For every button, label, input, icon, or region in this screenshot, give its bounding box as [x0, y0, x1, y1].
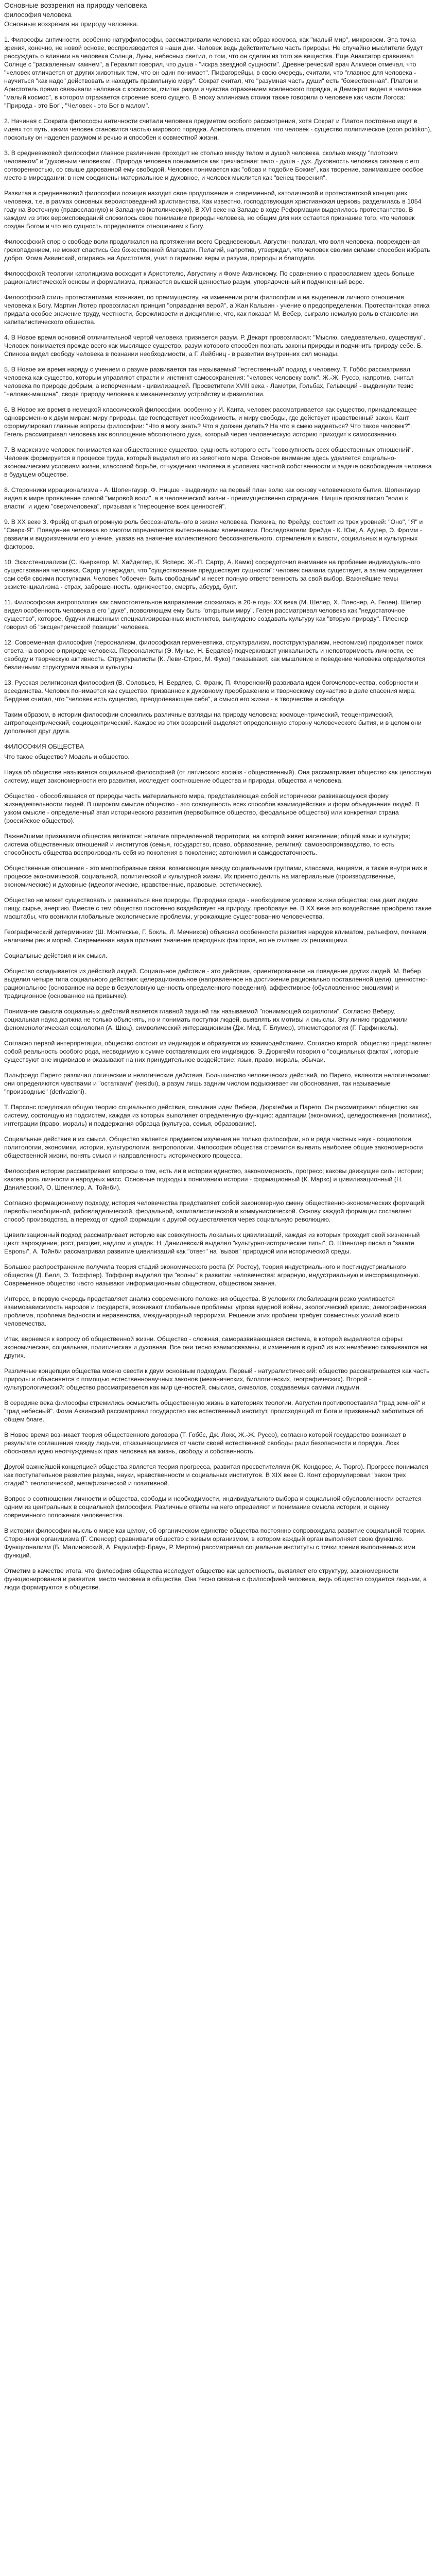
- article-paragraph: В истории философии мысль о мире как целом, об органическом единстве общества постоянно сопровождала развитие социальной теории. Сторонники органицизма (Г. Спенсер) сравнивали общество с живым организмом, в котором каждый орган выполняет свою функцию. Функционализм (Б. Малиновский, А. Радклифф-Браун, Р. Мертон) рассматривал социальные институты с точки зрения выполняемых ими функций.: [4, 1527, 426, 1559]
- article-paragraph: В середине века философы стремились осмыслить общественную жизнь в категориях теологии. Августин противопоставлял "град земной" и "град небесный". Фома Аквинский рассматривал государство как естественный институт, происходящий от Бога и призванный заботиться об общем благе.: [4, 1399, 426, 1423]
- article-paragraph: Интерес, в первую очередь представляет анализ современного положения общества. В условиях глобализации резко усиливается взаимозависимость народов и государств, возникают глобальные проблемы: угроза ядерной войны, экологический кризис, демографическая проблема, проблема бедности и неравенства, международный терроризм. Решение этих проблем требует совместных усилий всего человечества.: [4, 1295, 426, 1327]
- article-paragraph: Различные концепции общества можно свести к двум основным подходам. Первый - натуралистический: общество рассматривается как часть природы и объясняется с помощью естественнонаучных законов (механических, биологических, географических). Второй - культурологический: общество рассматривается как мир ценностей, смыслов, символов, создаваемых самими людьми.: [4, 1367, 430, 1391]
- article-paragraph: Важнейшими признаками общества являются: наличие определенной территории, на которой живет население; общий язык и культура; система общественных отношений и институтов (семья, государство, право, образование, религия); самовоспроизводство, то есть способность общества воспроизводить себя из поколения в поколение; автономия и самодостаточность.: [4, 833, 411, 856]
- article-paragraph: 2. Начиная с Сократа философы античности считали человека предметом особого рассмотрения, хотя Сократ и Платон постоянно ищут в идеях тот путь, каким человек становится частью мирового порядка. Аристотель отметил, что человек - существо политическое (zoon politikon), поскольку он наделен разумом и речью и способен к совместной жизни.: [4, 117, 432, 141]
- article-paragraph: 1. Философы античности, особенно натурфилософы, рассматривали человека как образ космоса, как "малый мир", микрокосм. Эта точка зрения, конечно, не новой основе, воспроизводится в наши дни. Человек ведь действительно часть природы. Не случайно мыслители будут рассуждать о влиянии на человека Солнца, Луны, небесных светил, о том, что он сделан из того же вещества. Еще Анаксагор сравнивал Солнце с "раскаленным камнем", а Гераклит говорил, что душа - "искра звездной сущности". Древнегреческий врач Алкмеон отмечал, что "человек отличается от других животных тем, что он один понимает". Пифагорейцы, в свою очередь, считали, что "главное для человека - научиться "как надо" действовать и находить правильную меру". Сократ считал, что "разумная часть души" есть "божественная". Платон и Аристотель прямо связывали человека с космосом, считая разум и чувства отражением вселенского порядка, а Демокрит видел в человеке "малый космос", в котором отражается строение всего сущего. В эпоху эллинизма стоики также говорили о человеке как части Логоса: "Природа - это Бог", "Человек - это Бог в малом".: [4, 36, 423, 109]
- article-paragraph: Общество не может существовать и развиваться вне природы. Природная среда - необходимое условие жизни общества: она дает людям пищу, сырье, энергию. Вместе с тем общество постоянно воздействует на природу, преобразуя ее. В XX веке это воздействие приобрело такие масштабы, что возникли глобальные экологические проблемы, угрожающие существованию человечества.: [4, 896, 432, 920]
- article-paragraph: 10. Экзистенциализм (С. Кьеркегор, М. Хайдеггер, К. Ясперс, Ж.-П. Сартр, А. Камю) сосредоточил внимание на проблеме индивидуального существования человека. Сартр утверждал, что "существование предшествует сущности": человек сначала существует, а затем определяет сам себя своими поступками. Человек "обречен быть свободным" и несет полную ответственность за свой выбор. Важнейшие темы экзистенциализма - страх, заброшенность, одиночество, смерть, абсурд, бунт.: [4, 558, 423, 590]
- article-paragraph: Понимание смысла социальных действий является главной задачей так называемой "понимающей социологии". Согласно Веберу, социальная наука должна не только объяснять, но и понимать поступки людей, выявлять их мотивы и смыслы. Эту линию продолжили феноменологическая социология (А. Шюц), символический интеракционизм (Дж. Мид, Г. Блумер), этнометодология (Г. Гарфинкель).: [4, 1008, 408, 1031]
- article-paragraph: Общественные отношения - это многообразные связи, возникающие между социальными группами, классами, нациями, а также внутри них в процессе экономической, социальной, политической и культурной жизни. Их принято делить на материальные (производственные, экономические) и духовные (идеологические, нравственные, правовые, эстетические).: [4, 865, 428, 888]
- section-heading: ФИЛОСОФИЯ ОБЩЕСТВА: [4, 743, 84, 750]
- article-paragraph: Развитая в средневековой философии позиция находит свое продолжение в современной, католической и протестантской концепциях человека, т.е. в рамках основных вероисповеданий христианства. Как известно, господствующая христианская церковь разделилась в 1054 году на Восточную (православную) и Западную (католическую). В XVI веке на Западе в ходе Реформации выделилось протестантство. В каждом из этих вероисповеданий сложилось свое понимание природы человека, но общим для них остается признание того, что человек создан Богом и что его сущность определяется отношением к Богу.: [4, 190, 422, 230]
- article-paragraph: Философской теологии католицизма восходит к Аристотелю, Августину и Фоме Аквинскому. По сравнению с православием здесь больше рационалистической основы и формализма, признается высшей ценностью разум, упорядоченный и подчиненный вере.: [4, 270, 414, 285]
- article-paragraph: 11. Философская антропология как самостоятельное направление сложилась в 20-е годы XX века (М. Шелер, Х. Плеснер, А. Гелен). Шелер видел особенность человека в его "духе", позволяющем ему быть "открытым миру". Гелен рассматривал человека как "недостаточное существо", которое, будучи лишенным специализированных инстинктов, вынуждено создавать культуру как "вторую природу". Плеснер говорил об "эксцентрической позиции" человека.: [4, 599, 421, 631]
- article-paragraph: Философия истории рассматривает вопросы о том, есть ли в истории единство, закономерность, прогресс; каковы движущие силы истории; какова роль личности и народных масс. Основные подходы к пониманию истории - формационный (К. Маркс) и цивилизационный (Н. Данилевский, О. Шпенглер, А. Тойнби).: [4, 1167, 424, 1191]
- article-paragraph: Итак, вернемся к вопросу об общественной жизни. Общество - сложная, саморазвивающаяся система, в которой выделяются сферы: экономическая, социальная, политическая и духовная. Все они тесно взаимосвязаны, и изменения в одной из них неизбежно сказываются на других.: [4, 1335, 428, 1359]
- article-paragraph: 3. В средневековой философии главное различение проходит не столько между телом и душой человека, сколько между "плотским человеком" и "духовным человеком". Природа человека понимается как трехчастная: тело - душа - дух. Духовность человека связана с его сотворенностью, со свыше дарованной ему свободой. Человек понимается как "образ и подобие Божие", как творение, занимающее особое место в мироздании: в нем соединены материальное и духовное, и человек мыслится как "венец творения".: [4, 149, 424, 181]
- article-paragraph: 12. Современная философия (персонализм, философская герменевтика, структурализм, постструктурализм, неотомизм) продолжает поиск ответа на вопрос о природе человека. Персоналисты (Э. Мунье, Н. Бердяев) подчеркивают уникальность и неповторимость личности, ее свободу и творческую активность. Структуралисты (К. Леви-Строс, М. Фуко) показывают, как мышление и поведение человека определяются безличными структурами языка и культуры.: [4, 639, 426, 671]
- article-paragraph: 6. В Новое же время в немецкой классической философии, особенно у И. Канта, человек рассматривается как существо, принадлежащее одновременно к двум мирам: миру природы, где господствует необходимость, и миру свободы, где действует нравственный закон. Кант сформулировал главные вопросы философии: "Что я могу знать? Что я должен делать? На что я смею надеяться? Что такое человек?". Гегель рассматривал человека как воплощение абсолютного духа, который через человеческую историю приходит к самосознанию.: [4, 406, 417, 438]
- article-paragraph: 4. В Новое время основной отличительной чертой человека признается разум. Р. Декарт провозгласил: "Мыслю, следовательно, существую". Человек понимается прежде всего как мыслящее существо, разум которого способен познать законы природы и подчинить природу себе. Б. Спиноза видел свободу человека в познании необходимости, а Г. Лейбниц - в развитии внутренних сил монады.: [4, 334, 426, 358]
- article-body: [4, 36, 432, 1591]
- article-paragraph: Социальные действия и их смысл.: [4, 952, 108, 959]
- article-paragraph: Т. Парсонс предложил общую теорию социального действия, соединив идеи Вебера, Дюркгейма и Парето. Он рассматривал общество как систему, состоящую из подсистем, каждая из которых выполняет определенную функцию: адаптации (экономика), целедостижения (политика), интеграции (право, мораль) и поддержания образца (культура, семья, образование).: [4, 1104, 432, 1127]
- article-paragraph: Большое распространение получила теория стадий экономического роста (У. Ростоу), теория индустриального и постиндустриального общества (Д. Белл, Э. Тоффлер). Тоффлер выделял три "волны" в развитии человечества: аграрную, индустриальную и информационную. Современное общество часто называют информационным обществом, обществом знания.: [4, 1263, 421, 1287]
- article-paragraph: Наука об обществе называется социальной философией (от латинского socialis - общественный). Она рассматривает общество как целостную систему, ищет закономерности его развития, исследует соотношение общества и природы, общества и человека.: [4, 769, 431, 784]
- article-paragraph: Географический детерминизм (Ш. Монтескье, Г. Бокль, Л. Мечников) объяснял особенности развития народов климатом, рельефом, почвами, наличием рек и морей. Современная наука признает значение природных факторов, но не считает их решающими.: [4, 928, 428, 944]
- article-paragraph: 13. Русская религиозная философия (В. Соловьев, Н. Бердяев, С. Франк, П. Флоренский) развивала идеи богочеловечества, соборности и всеединства. Человек понимается как существо, призванное к духовному преображению и творческому соучастию в деле спасения мира. Бердяев считал, что "человек есть существо, преодолевающее себя", а смысл его жизни - в творчестве и свободе.: [4, 679, 418, 703]
- article-paragraph: Что такое общество? Модель и общество.: [4, 753, 130, 760]
- article-paragraph: Вопрос о соотношении личности и общества, свободы и необходимости, индивидуального выбора и социальной обусловленности остается одним из центральных в социальной философии. Различные ответы на него определяют и понимание смысла истории, и оценку современного положения человечества.: [4, 1495, 422, 1519]
- article-paragraph: Общество складывается из действий людей. Социальное действие - это действие, ориентированное на поведение других людей. М. Вебер выделил четыре типа социального действия: целерациональное (направленное на достижение рационально поставленной цели), ценностно-рациональное (основанное на вере в безусловную ценность определенного поведения), аффективное (обусловленное эмоциями) и традиционное (основанное на привычке).: [4, 968, 428, 999]
- article-paragraph: Цивилизационный подход рассматривает историю как совокупность локальных цивилизаций, каждая из которых проходит свой жизненный цикл: зарождение, рост, расцвет, надлом и упадок. Н. Данилевский выделял "культурно-исторические типы", О. Шпенглер писал о "закате Европы", А. Тойнби рассматривал развитие цивилизаций как "ответ" на "вызов" природной или исторической среды.: [4, 1231, 420, 1255]
- article-paragraph: Философский стиль протестантизма возникает, по преимуществу, на изменении роли философии и на выделении личного отношения человека к Богу. Мартин Лютер провозгласил принцип "оправдания верой", а Жан Кальвин - учение о предопределении. Протестантская этика придала особое значение труду, честности, бережливости и дисциплине, что, как показал М. Вебер, сыграло немалую роль в становлении капиталистического общества.: [4, 294, 430, 326]
- page-title: Основные воззрения на природу человека: [4, 1, 147, 9]
- article-paragraph: Другой важнейшей концепцией общества является теория прогресса, развитая просветителями (Ж. Кондорсе, А. Тюрго). Прогресс понимался как поступательное развитие разума, науки, нравственности и социальных институтов. В XIX веке О. Конт сформулировал "закон трех стадий": теологической, метафизической и позитивной.: [4, 1463, 428, 1487]
- article-paragraph: Общество - обособившаяся от природы часть материального мира, представляющая собой исторически развивающуюся форму жизнедеятельности людей. В широком смысле общество - это совокупность всех способов взаимодействия и форм объединения людей. В узком смысле - определенный этап исторического развития (первобытное общество, феодальное общество) или конкретная страна (российское общество).: [4, 792, 420, 824]
- article-paragraph: Социальные действия и их смысл. Общество является предметом изучения не только философии, но и ряда частных наук - социологии, политологии, экономики, истории, культурологии, антропологии. Философия общества стремится выявить наиболее общие закономерности общественной жизни, понять смысл и направленность исторического процесса.: [4, 1136, 423, 1159]
- article-paragraph: В Новое время возникает теория общественного договора (Т. Гоббс, Дж. Локк, Ж.-Ж. Руссо), согласно которой государство возникает в результате соглашения между людьми, отказывающимися от части своей естественной свободы ради безопасности и порядка. Локк обосновал идею неотчуждаемых прав человека на жизнь, свободу и собственность.: [4, 1431, 406, 1455]
- article-paragraph: Вильфредо Парето различал логические и нелогические действия. Большинство человеческих действий, по Парето, являются нелогическими: они определяются чувствами и "остатками" (residui), а разум лишь задним числом подыскивает им обоснования, так называемые "производные" (derivazioni).: [4, 1072, 430, 1095]
- article-paragraph: Согласно первой интерпретации, общество состоит из индивидов и образуется их взаимодействием. Согласно второй, общество представляет собой реальность особого рода, несводимую к сумме составляющих его индивидов. Э. Дюркгейм говорил о "социальных фактах", которые существуют вне индивидов и оказывают на них принудительное воздействие: язык, право, мораль, обычаи.: [4, 1040, 432, 1063]
- article-paragraph: Согласно формационному подходу, история человечества представляет собой закономерную смену общественно-экономических формаций: первобытнообщинной, рабовладельческой, феодальной, капиталистической и коммунистической. Основу каждой формации составляет способ производства, а переход от одной формации к другой осуществляется через социальную революцию.: [4, 1199, 426, 1223]
- article-paragraph: 9. В XX веке З. Фрейд открыл огромную роль бессознательного в жизни человека. Психика, по Фрейду, состоит из трех уровней: "Оно", "Я" и "Сверх-Я". Поведение человека во многом определяется вытесненными влечениями. Последователи Фрейда - К. Юнг, А. Адлер, Э. Фромм - развили и видоизменили его учение, указав на значение коллективного бессознательного, стремления к власти, социальных и культурных факторов.: [4, 518, 423, 550]
- article-paragraph: Философский спор о свободе воли продолжался на протяжении всего Средневековья. Августин полагал, что воля человека, поврежденная грехопадением, не может спастись без божественной благодати. Пелагий, напротив, утверждал, что человек своими силами способен избрать добро. Фома Аквинский, опираясь на Аристотеля, учил о гармонии веры и разума, природы и благодати.: [4, 238, 430, 262]
- article-paragraph: 8. Сторонники иррационализма - А. Шопенгауэр, Ф. Ницше - выдвинули на первый план волю как основу человеческого бытия. Шопенгауэр видел в мире проявление слепой "мировой воли", а в человеческой жизни - преимущественно страдание. Ницше провозгласил "волю к власти" и идею "сверхчеловека", призывая к "переоценке всех ценностей".: [4, 486, 421, 510]
- article-paragraph: Таким образом, в истории философии сложились различные взгляды на природу человека: космоцентрический, теоцентрический, антропоцентрический, социоцентрический. Каждое из этих воззрений выделяет определенную сторону человеческого бытия, и в целом они дополняют друг друга.: [4, 711, 422, 735]
- article-paragraph: 7. В марксизме человек понимается как общественное существо, сущность которого есть "совокупность всех общественных отношений". Человек формируется в процессе труда, который выделил его из животного мира. Основное внимание здесь уделяется социально-экономическим условиям жизни, классовой борьбе, отчуждению человека в условиях частной собственности и задаче освобождения человека в будущем обществе.: [4, 446, 432, 478]
- page-subtitle: философия человека: [4, 11, 72, 19]
- article-paragraph: Отметим в качестве итога, что философия общества исследует общество как целостность, выявляет его структуру, закономерности функционирования и развития, место человека в обществе. Она тесно связана с философией человека, ведь общество создается людьми, а люди формируются в обществе.: [4, 1567, 427, 1591]
- article-paragraph: 5. В Новое же время наряду с учением о разуме развивается так называемый "естественный" подход к человеку. Т. Гоббс рассматривал человека как существо, которым управляют страсти и инстинкт самосохранения: "человек человеку волк". Ж.-Ж. Руссо, напротив, считал человека по природе добрым, а испорченным - цивилизацией. Просветители XVIII века - Ламетри, Гольбах, Гельвеций - выдвинули тезис "человек-машина", сводя природу человека к механическому устройству и физиологии.: [4, 366, 414, 398]
- page-lede: Основные воззрения на природу человека.: [4, 20, 139, 28]
